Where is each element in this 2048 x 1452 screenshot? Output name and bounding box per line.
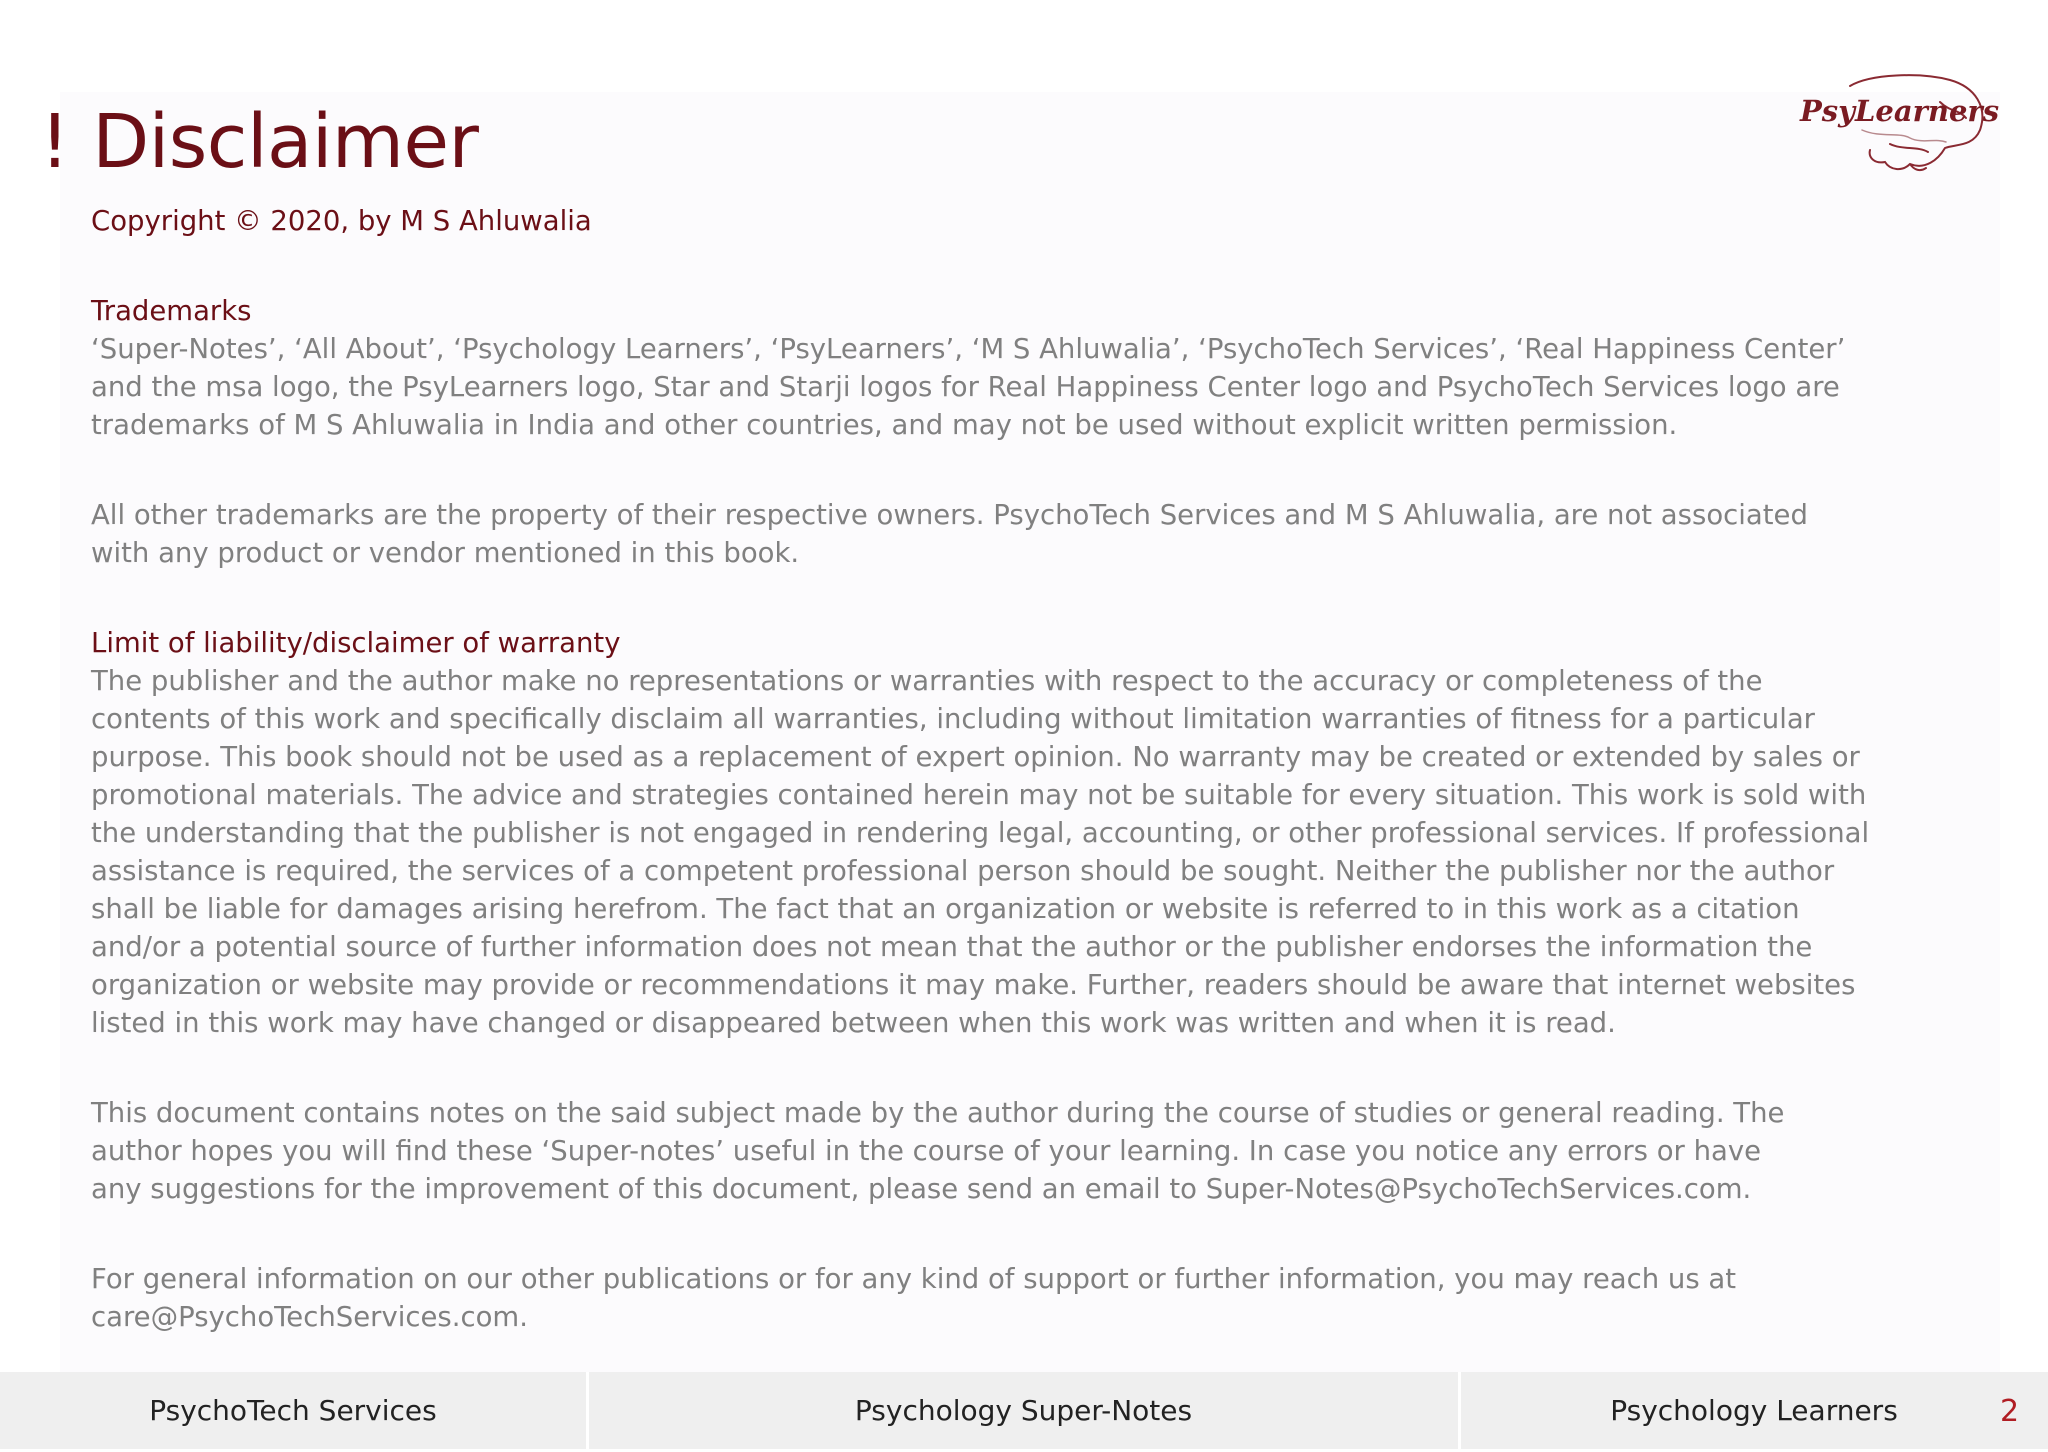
footer-left-text: PsychoTech Services <box>149 1394 437 1427</box>
footer-center-text: Psychology Super-Notes <box>854 1394 1193 1427</box>
copyright-notice: Copyright © 2020, by M S Ahluwalia <box>91 205 592 237</box>
page-title: ! Disclaimer <box>40 99 479 185</box>
trademarks-heading: Trademarks <box>91 295 252 327</box>
paragraph-line: the understanding that the publisher is not engaged in rendering legal, accounting, or other professional services. If professional <box>91 817 1870 849</box>
page-footer <box>0 1372 2048 1449</box>
contact-paragraph <box>91 1260 1991 1336</box>
paragraph-line: and/or a potential source of further information does not mean that the author or the publisher endorses the information the <box>91 931 1813 963</box>
paragraph-line: with any product or vendor mentioned in this book. <box>91 537 800 569</box>
paragraph-line: purpose. This book should not be used as a replacement of expert opinion. No warranty may be created or extended by sales or <box>91 741 1860 773</box>
paragraph-line: promotional materials. The advice and strategies contained herein may not be suitable for every situation. This work is sold with <box>91 779 1867 811</box>
paragraph-line: This document contains notes on the said subject made by the author during the course of studies or general reading. The <box>91 1097 1785 1129</box>
paragraph-line: The publisher and the author make no representations or warranties with respect to the accuracy or completeness of the <box>91 665 1763 697</box>
page-number: 2 <box>2000 1394 2020 1429</box>
paragraph-line: For general information on our other publications or for any kind of support or further information, you may reach us at <box>91 1263 1737 1295</box>
footer-right-text: Psychology Learners <box>1610 1394 1898 1427</box>
paragraph-line: assistance is required, the services of a competent professional person should be sought. Neither the publisher nor the author <box>91 855 1835 887</box>
paragraph-line: organization or website may provide or recommendations it may make. Further, readers should be aware that internet websites <box>91 969 1856 1001</box>
paragraph-line: All other trademarks are the property of their respective owners. PsychoTech Services and M S Ahluwalia, are not associated <box>91 499 1808 531</box>
liability-paragraph <box>91 662 1991 1042</box>
liability-heading: Limit of liability/disclaimer of warranty <box>91 627 621 659</box>
paragraph-line: any suggestions for the improvement of this document, please send an email to Super-Notes@PsychoTechServices.com. <box>91 1173 1752 1205</box>
paragraph-line: and the msa logo, the PsyLearners logo, Star and Starji logos for Real Happiness Center logo and PsychoTech Services logo are <box>91 371 1840 403</box>
paragraph-line: contents of this work and specifically disclaim all warranties, including without limitation warranties of fitness for a particular <box>91 703 1815 735</box>
paragraph-line: author hopes you will find these ‘Super-notes’ useful in the course of your learning. In case you notice any errors or have <box>91 1135 1762 1167</box>
other-trademarks-paragraph <box>91 496 1991 572</box>
paragraph-line: listed in this work may have changed or disappeared between when this work was written and when it is read. <box>91 1007 1616 1039</box>
logo-text: PsyLearners <box>1800 94 2000 128</box>
paragraph-line: care@PsychoTechServices.com. <box>91 1301 528 1333</box>
paragraph-line: shall be liable for damages arising herefrom. The fact that an organization or website is referred to in this work as a citation <box>91 893 1800 925</box>
paragraph-line: trademarks of M S Ahluwalia in India and other countries, and may not be used without explicit written permission. <box>91 409 1678 441</box>
paragraph-line: ‘Super-Notes’, ‘All About’, ‘Psychology Learners’, ‘PsyLearners’, ‘M S Ahluwalia’, ‘PsychoTech Services’, ‘Real Happiness Center’ <box>91 333 1846 365</box>
trademarks-paragraph <box>91 330 1991 444</box>
notes-paragraph <box>91 1094 1991 1208</box>
psylearners-logo <box>1790 72 2000 180</box>
disclaimer-content <box>91 202 1991 1388</box>
